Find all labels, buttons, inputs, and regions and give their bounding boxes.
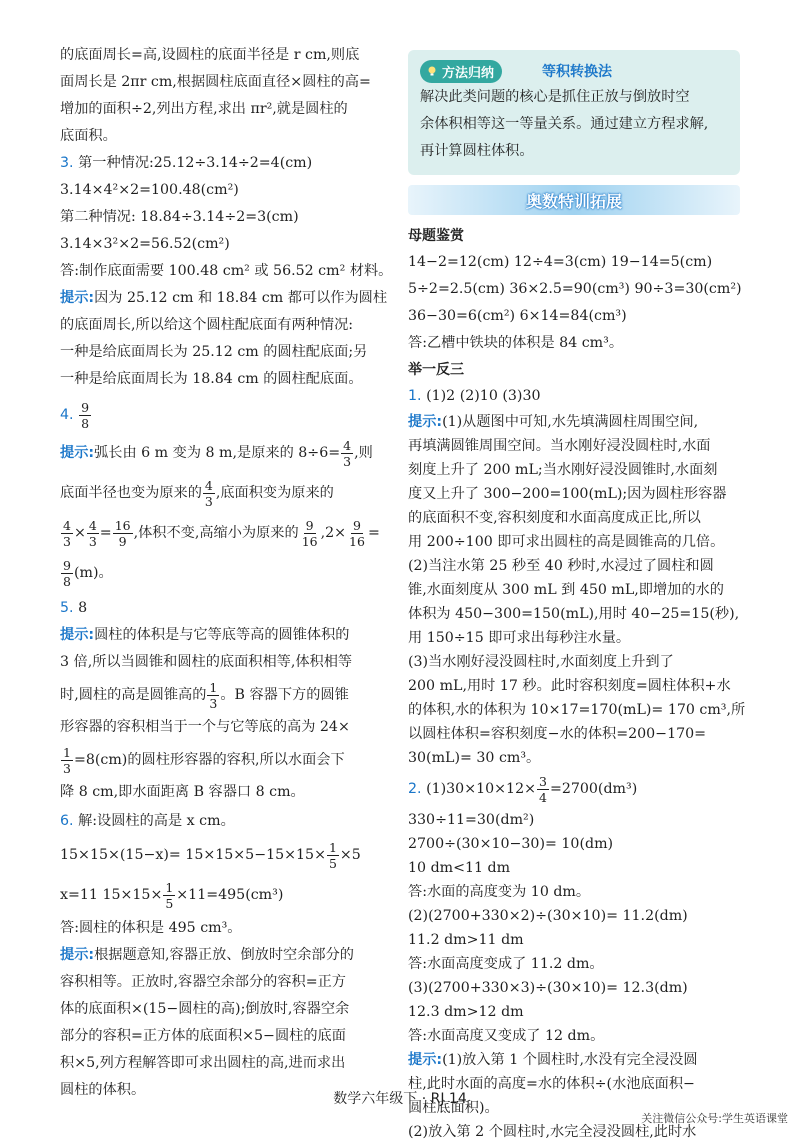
- text-line: (2)(2700+330×2)÷(30×10)= 11.2(dm): [408, 908, 688, 924]
- hint-text: 体的底面积×(15−圆柱的高);倒放时,容器空余: [60, 1001, 350, 1017]
- hint-text: 度又上升了 300−200=100(mL);因为圆柱形容器: [408, 486, 727, 502]
- section-title: 举一反三: [408, 362, 464, 378]
- fraction: $\frac{3}{4}$: [538, 773, 547, 805]
- text-line: 再计算圆柱体积。: [420, 143, 534, 159]
- hint-text: 的底面周长,所以给这个圆柱配底面有两种情况:: [60, 317, 354, 333]
- question-4: [60, 397, 400, 593]
- text-line: 面周长是 2πr cm,根据圆柱底面直径×圆柱的高=: [60, 74, 371, 90]
- question-3: [60, 150, 400, 393]
- hint-label: 提示:: [408, 1052, 443, 1068]
- answer-line: 答:水面的高度变为 10 dm。: [408, 884, 591, 900]
- hint-text: 用 150÷15 即可求出每秒注水量。: [408, 630, 631, 646]
- question-number: 6.: [60, 813, 74, 829]
- continued-explanation: [60, 42, 400, 150]
- operator: ×: [73, 524, 86, 541]
- hint-text: ,体积不变,高缩小为原来的: [133, 524, 299, 541]
- text-line: 余体积相等这一等量关系。通过建立方程求解,: [420, 116, 709, 132]
- text-line: 11.2 dm>11 dm: [408, 932, 524, 948]
- hint-text: 根据题意知,容器正放、倒放时空余部分的: [94, 947, 354, 963]
- equation: 15×15×(15−x)= 15×15×5−15×15×: [60, 846, 326, 863]
- answer-text: (1)2 (2)10 (3)30: [426, 388, 541, 404]
- operator: =: [99, 524, 112, 541]
- operator: =: [367, 524, 380, 541]
- question-5: [60, 595, 400, 806]
- method-title: 等积转换法: [542, 64, 613, 80]
- equation: ×5: [339, 846, 361, 863]
- text-line: 增加的面积÷2,列出方程,求出 πr²,就是圆柱的: [60, 101, 348, 117]
- question-number: 1.: [408, 388, 422, 404]
- hint-text: 时,圆柱的高是圆锥高的: [60, 686, 207, 703]
- fraction: $\frac{4}{3}$: [343, 437, 352, 469]
- hint-label: 提示:: [60, 947, 95, 963]
- answer-fraction: $\frac{9}{8}$: [81, 399, 90, 431]
- mother-problem: [408, 223, 740, 357]
- hint-text: 刻度上升了 200 mL;当水刚好浸没圆锥时,水面刻: [408, 462, 718, 478]
- fraction: $\frac{1}{5}$: [165, 879, 174, 911]
- answer-line: 答:乙槽中铁块的体积是 84 cm³。: [408, 335, 624, 351]
- fraction: $\frac{9}{16}$: [301, 517, 318, 549]
- text-line: 10 dm<11 dm: [408, 860, 511, 876]
- hint-text: 3 倍,所以当圆锥和圆柱的底面积相等,体积相等: [60, 654, 353, 670]
- answer-line: 答:制作底面需要 100.48 cm² 或 56.52 cm² 材料。: [60, 263, 393, 279]
- text-line: 2700÷(30×10−30)= 10(dm): [408, 836, 614, 852]
- hint-text: 形容器的容积相当于一个与它等底的高为 24×: [60, 719, 350, 735]
- fraction: $\frac{1}{3}$: [63, 744, 71, 776]
- hint-text: 的体积,水的体积为 10×17=170(mL)= 170 cm³,所: [408, 702, 746, 718]
- fraction: $\frac{9}{8}$: [63, 557, 71, 589]
- hint-text: 200 mL,用时 17 秒。此时容积刻度=圆柱体积+水: [408, 678, 731, 694]
- text-line: 底面积。: [60, 128, 117, 144]
- hint-text: 用 200÷100 即可求出圆柱的高是圆锥高的几倍。: [408, 534, 725, 550]
- hint-text: 圆柱底面积)。: [408, 1100, 499, 1116]
- fraction: $\frac{4}{3}$: [88, 517, 97, 549]
- question-number: 4.: [60, 406, 74, 423]
- question-number: 2.: [408, 780, 422, 797]
- hint-label: 提示:: [408, 414, 443, 430]
- hint-text: 降 8 cm,即水面距离 B 容器口 8 cm。: [60, 784, 305, 800]
- text-line: 3.14×3²×2=56.52(cm²): [60, 236, 230, 252]
- hint-text: 容积相等。正放时,容器空余部分的容积=正方: [60, 974, 346, 990]
- section-title: 母题鉴赏: [408, 228, 464, 244]
- hint-text: 部分的容积=正方体的底面积×5−圆柱的底面: [60, 1028, 346, 1044]
- hint-text: ,2×: [320, 524, 347, 541]
- question-number: 5.: [60, 600, 74, 616]
- right-column: [408, 50, 746, 1144]
- fraction: $\frac{16}{9}$: [114, 517, 131, 549]
- hint-text: 30(mL)= 30 cm³。: [408, 750, 541, 766]
- hint-text: ,底面积变为原来的: [215, 484, 334, 501]
- hint-label: 提示:: [60, 627, 95, 643]
- fraction: $\frac{9}{16}$: [349, 517, 365, 549]
- hint-text: 因为 25.12 cm 和 18.84 cm 都可以作为圆柱: [94, 290, 388, 306]
- section-banner: 奥数特训拓展: [408, 185, 740, 215]
- hint-text: (2)当注水第 25 秒至 40 秒时,水浸过了圆柱和圆: [408, 558, 714, 574]
- method-summary-box: [408, 50, 740, 175]
- text-line: 36−30=6(cm²) 6×14=84(cm³): [408, 308, 627, 324]
- equation: =2700(dm³): [549, 780, 638, 797]
- hint-text: 以圆柱体积=容积刻度−水的体积=200−170=: [408, 726, 707, 742]
- text-line: 的底面周长=高,设圆柱的底面半径是 r cm,则底: [60, 47, 360, 63]
- left-column: [60, 42, 400, 1104]
- hint-text: 圆柱的体积是与它等底等高的圆锥体积的: [94, 627, 350, 643]
- answer-line: 答:水面高度变成了 11.2 dm。: [408, 956, 604, 972]
- hint-text: 再填满圆锥周围空间。当水刚好浸没圆柱时,水面: [408, 438, 711, 454]
- hint-text: (m)。: [73, 564, 113, 581]
- hint-label: 提示:: [60, 290, 95, 306]
- hint-text: (2)放入第 2 个圆柱时,水完全浸没圆柱,此时水: [408, 1124, 697, 1140]
- hint-label: 提示:: [60, 444, 95, 461]
- answer-line: 答:水面高度又变成了 12 dm。: [408, 1028, 605, 1044]
- hint-text: (1)放入第 1 个圆柱时,水没有完全浸没圆: [442, 1052, 698, 1068]
- hint-text: =8(cm)的圆柱形容器的容积,所以水面会下: [73, 751, 345, 768]
- equation: (1)30×10×12×: [426, 780, 536, 797]
- hint-text: (1)从题图中可知,水先填满圆柱周围空间,: [442, 414, 699, 430]
- fraction: $\frac{1}{3}$: [209, 679, 218, 711]
- text-line: (3)(2700+330×3)÷(30×10)= 12.3(dm): [408, 980, 688, 996]
- text-line: 解:设圆柱的高是 x cm。: [78, 813, 235, 829]
- hint-text: 积×5,列方程解答即可求出圆柱的高,进而求出: [60, 1055, 346, 1071]
- practice-section: [408, 357, 746, 1144]
- hint-text: 一种是给底面周长为 18.84 cm 的圆柱配底面。: [60, 371, 363, 387]
- answer-text: 8: [78, 600, 88, 616]
- answer-line: 答:圆柱的体积是 495 cm³。: [60, 920, 242, 936]
- question-6: [60, 808, 400, 1104]
- text-line: 解决此类问题的核心是抓住正放与倒放时空: [420, 89, 690, 105]
- question-number: 3.: [60, 155, 74, 171]
- text-line: 330÷11=30(dm²): [408, 812, 535, 828]
- hint-text: 体积为 450−300=150(mL),用时 40−25=15(秒),: [408, 606, 740, 622]
- text-line: 14−2=12(cm) 12÷4=3(cm) 19−14=5(cm): [408, 254, 713, 270]
- fraction: $\frac{1}{5}$: [328, 839, 337, 871]
- hint-text: 一种是给底面周长为 25.12 cm 的圆柱配底面;另: [60, 344, 368, 360]
- hint-text: 。B 容器下方的圆锥: [220, 686, 349, 703]
- text-line: 5÷2=2.5(cm) 36×2.5=90(cm³) 90÷3=30(cm²): [408, 281, 742, 297]
- fraction: $\frac{4}{3}$: [204, 477, 213, 509]
- hint-text: ,则: [354, 444, 373, 461]
- equation: x=11 15×15×: [60, 886, 163, 903]
- hint-text: 的底面积不变,容积刻度和水面高度成正比,所以: [408, 510, 701, 526]
- fraction: $\frac{4}{3}$: [63, 517, 71, 549]
- text-line: 第二种情况: 18.84÷3.14÷2=3(cm): [60, 209, 299, 225]
- hint-text: 弧长由 6 m 变为 8 m,是原来的 8÷6=: [94, 444, 341, 461]
- hint-text: 锥,水面刻度从 300 mL 到 450 mL,即增加的水的: [408, 582, 724, 598]
- lightbulb-icon: [426, 65, 438, 77]
- hint-text: (3)当水刚好浸没圆柱时,水面刻度上升到了: [408, 654, 674, 670]
- hint-text: 柱,此时水面的高度=水的体积÷(水池底面积−: [408, 1076, 695, 1092]
- hint-text: 底面半径也变为原来的: [60, 484, 202, 501]
- text-line: 第一种情况:25.12÷3.14÷2=4(cm): [78, 155, 313, 171]
- text-line: 3.14×4²×2=100.48(cm²): [60, 182, 239, 198]
- method-tag: 方法归纳: [420, 60, 502, 83]
- method-body: [420, 84, 730, 165]
- page-footer: 数学六年级下 · RJ 14: [333, 1091, 467, 1107]
- equation: ×11=495(cm³): [176, 886, 284, 903]
- text-line: 12.3 dm>12 dm: [408, 1004, 524, 1020]
- watermark-text: 关注微信公众号:学生英语课堂: [641, 1112, 788, 1125]
- hint-text: 圆柱的体积。: [60, 1082, 146, 1098]
